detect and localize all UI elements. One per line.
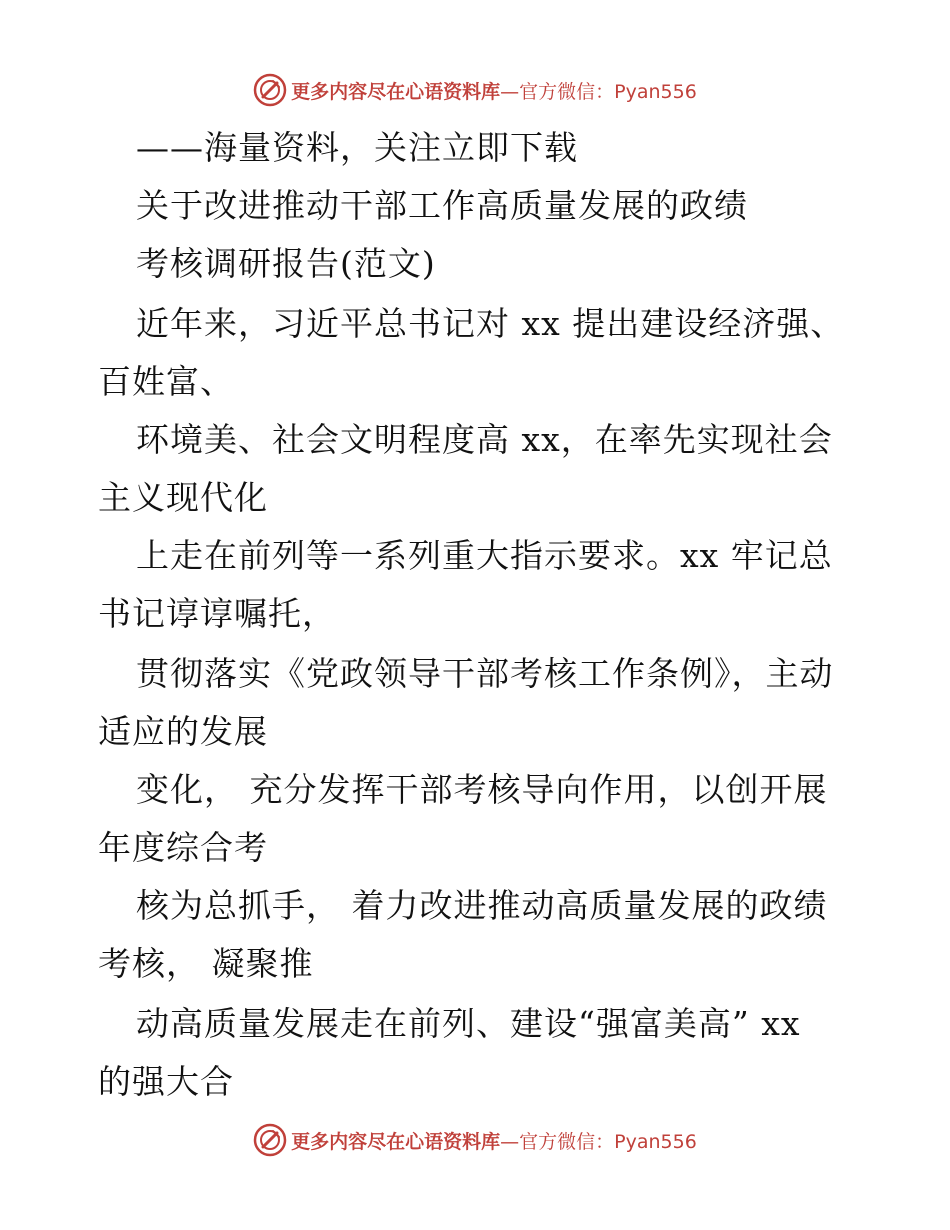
watermark-contact: —官方微信：Pyan556	[500, 1130, 697, 1153]
doc-line: 动高质量发展走在前列、建设“强富美高” xx	[136, 1004, 801, 1043]
doc-line: 主义现代化	[98, 478, 268, 517]
doc-line: 上走在前列等一系列重大指示要求。xx 牢记总	[136, 536, 833, 575]
seal-logo-icon	[253, 73, 287, 107]
watermark-brand: 更多内容尽在心语资料库	[291, 1130, 501, 1153]
watermark-banner-top	[0, 68, 950, 112]
watermark-brand: 更多内容尽在心语资料库	[291, 80, 501, 103]
seal-logo-icon	[253, 1123, 287, 1157]
doc-line: 变化， 充分发挥干部考核导向作用，以创开展	[136, 770, 828, 809]
doc-title-line: 考核调研报告(范文)	[136, 244, 436, 283]
watermark-banner-bottom	[0, 1118, 950, 1162]
doc-title-line: 关于改进推动干部工作高质量发展的政绩	[136, 186, 748, 225]
doc-line: 贯彻落实《党政领导干部考核工作条例》，主动	[136, 654, 834, 693]
doc-line: 书记谆谆嘱托，	[98, 594, 336, 633]
doc-line: 近年来，习近平总书记对 xx 提出建设经济强、	[136, 304, 845, 343]
watermark-contact: —官方微信：Pyan556	[500, 80, 697, 103]
doc-line: 适应的发展	[98, 712, 268, 751]
doc-line: 考核， 凝聚推	[98, 944, 314, 983]
doc-line: 核为总抓手， 着力改进推动高质量发展的政绩	[136, 886, 828, 925]
doc-line: ——海量资料，关注立即下载	[136, 128, 578, 167]
doc-line: 环境美、社会文明程度高 xx，在率先实现社会	[136, 420, 833, 459]
doc-line: 年度综合考	[98, 828, 268, 867]
doc-line: 的强大合	[98, 1062, 234, 1101]
doc-line: 百姓富、	[98, 362, 234, 401]
